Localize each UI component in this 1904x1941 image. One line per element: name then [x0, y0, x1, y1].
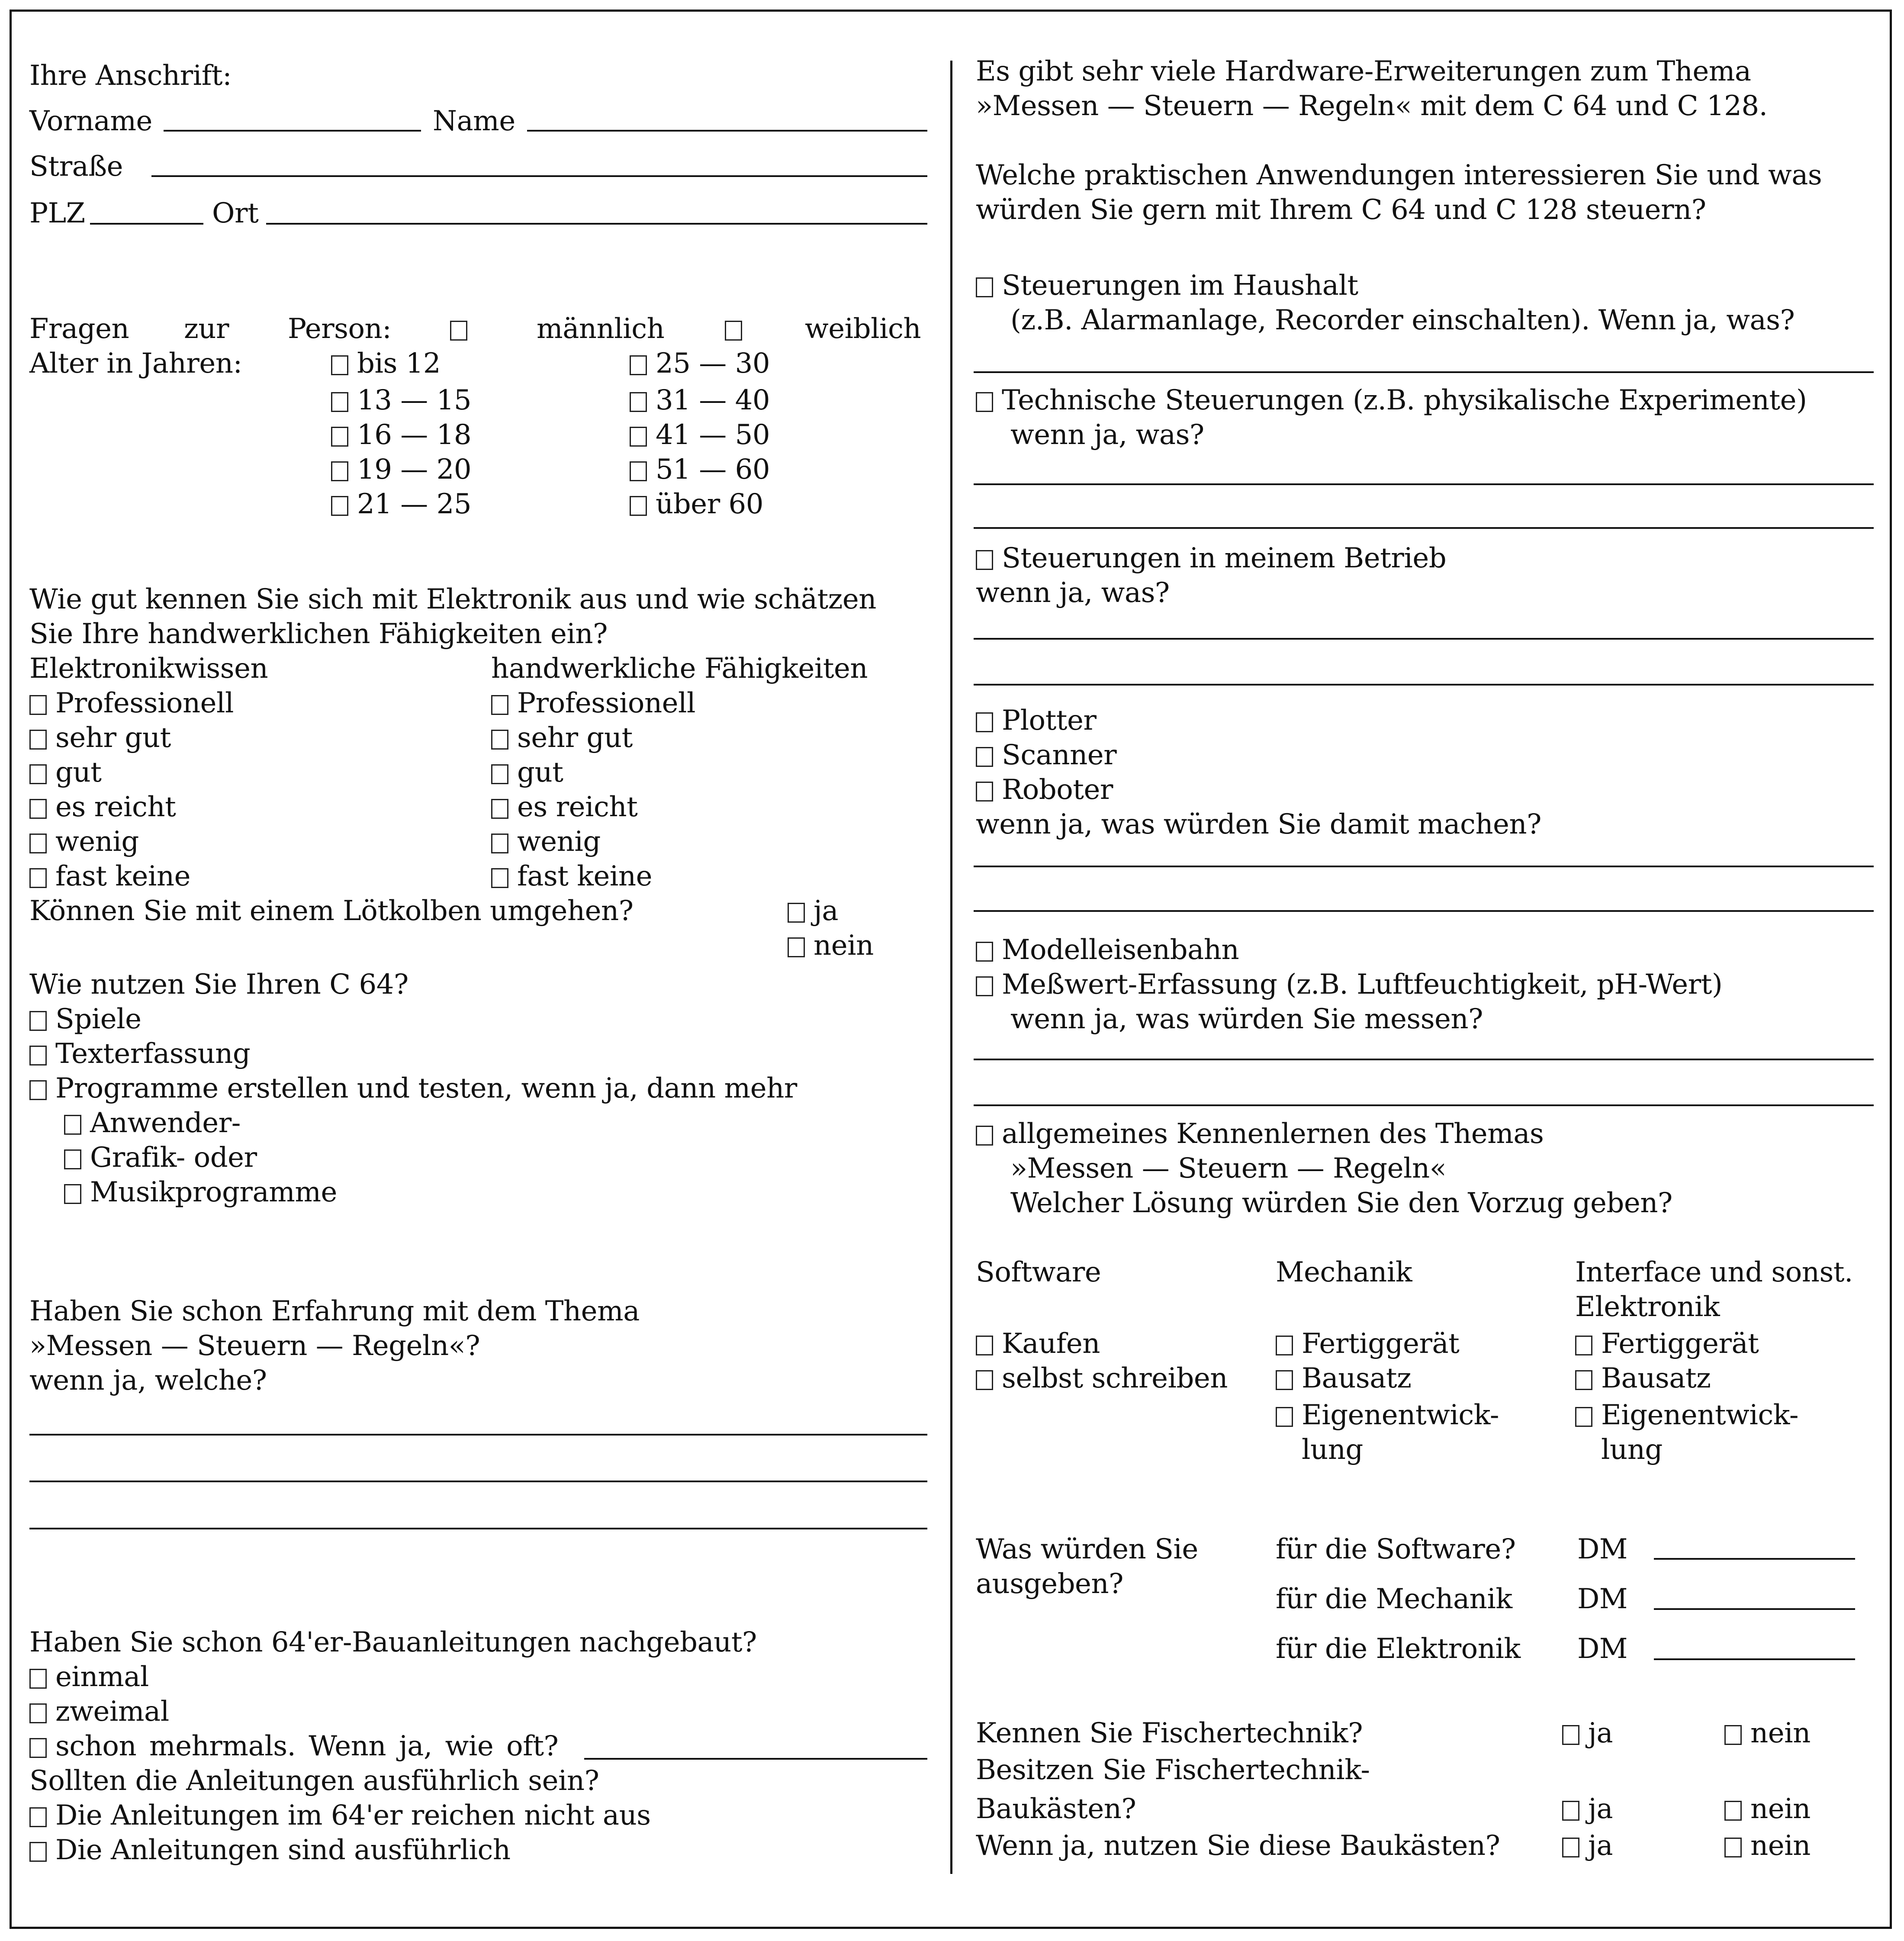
option-label: Meßwert-Erfassung (z.B. Luftfeuchtigkeit, pH-Wert)	[1002, 969, 1723, 1001]
checkbox-icon	[491, 868, 508, 888]
budget-item-electronics: für die Elektronik	[1276, 1633, 1521, 1665]
craft-heading: handwerkliche Fähigkeiten	[491, 653, 868, 685]
option-label: Programme erstellen und testen, wenn ja, dann mehr	[55, 1072, 797, 1104]
general-option[interactable]	[976, 1117, 1544, 1151]
fischertechnik-q1-yes[interactable]	[1562, 1716, 1613, 1751]
age-label: Alter in Jahren:	[29, 348, 242, 380]
checkbox-icon	[29, 1842, 47, 1862]
checkbox-icon	[450, 321, 467, 341]
person-label-2: zur	[184, 313, 229, 345]
measurement-answer-line[interactable]	[974, 1059, 1874, 1060]
option-label: schon mehrmals. Wenn ja, wie oft?	[55, 1730, 559, 1762]
age-option-label: über 60	[656, 488, 763, 520]
business-answer-line[interactable]	[974, 684, 1874, 686]
electronics-option[interactable]	[29, 790, 176, 824]
technical-answer-line[interactable]	[974, 527, 1874, 529]
builds-option[interactable]	[29, 1694, 169, 1729]
option-label: ja	[1588, 1717, 1613, 1749]
software-option[interactable]	[976, 1361, 1228, 1396]
usage-sub-option[interactable]	[64, 1140, 257, 1175]
experience-line3: wenn ja, welche?	[29, 1365, 267, 1397]
measurement-option[interactable]	[976, 967, 1722, 1002]
software-option[interactable]	[976, 1326, 1100, 1361]
option-label: sehr gut	[517, 722, 633, 754]
checkbox-icon	[1562, 1801, 1579, 1821]
budget-item-software: für die Software?	[1276, 1533, 1516, 1565]
checkbox-icon	[331, 392, 348, 412]
apps-question-line1: Welche praktischen Anwendungen interessieren Sie und was	[976, 159, 1822, 191]
checkbox-icon	[630, 496, 647, 516]
electronics-option[interactable]	[29, 686, 234, 721]
age-option[interactable]	[630, 452, 770, 487]
measurement-detail: wenn ja, was würden Sie messen?	[1010, 1003, 1483, 1035]
checkbox-icon	[64, 1149, 81, 1169]
electronics-option[interactable]	[29, 859, 190, 894]
column-divider	[950, 61, 952, 1874]
currency-label: DM	[1577, 1583, 1627, 1615]
last-name-label: Name	[433, 105, 515, 137]
experience-answer-line[interactable]	[29, 1434, 927, 1436]
age-option-label: 31 — 40	[656, 384, 770, 416]
mechanics-option[interactable]	[1276, 1326, 1459, 1361]
option-label: Modelleisenbahn	[1002, 934, 1239, 966]
age-option-label: 19 — 20	[357, 454, 472, 486]
checkbox-icon	[630, 392, 647, 412]
general-line2: »Messen — Steuern — Regeln«	[1010, 1152, 1447, 1185]
option-label: Texterfassung	[55, 1038, 251, 1070]
option-label: es reicht	[55, 791, 176, 823]
checkbox-icon	[976, 277, 993, 297]
budget-software-field[interactable]	[1654, 1558, 1855, 1560]
age-option[interactable]	[630, 418, 770, 452]
checkbox-icon	[976, 1126, 993, 1146]
usage-question: Wie nutzen Sie Ihren C 64?	[29, 969, 408, 1001]
age-option-label: 13 — 15	[357, 384, 472, 416]
checkbox-icon	[1276, 1370, 1293, 1390]
budget-mechanics-field[interactable]	[1654, 1608, 1855, 1610]
checkbox-icon	[29, 1669, 47, 1689]
device-option[interactable]	[976, 738, 1116, 773]
option-label: Eigenentwick-	[1601, 1399, 1798, 1431]
skills-question-line2: Sie Ihre handwerklichen Fähigkeiten ein?	[29, 618, 608, 650]
devices-answer-line[interactable]	[974, 910, 1874, 912]
option-label: fast keine	[55, 860, 190, 892]
checkbox-icon	[976, 782, 993, 802]
option-label: Roboter	[1002, 774, 1113, 806]
how-often-field[interactable]	[584, 1758, 927, 1760]
fischertechnik-q3-no[interactable]	[1724, 1828, 1811, 1863]
option-label: Fertiggerät	[1601, 1328, 1759, 1360]
option-label: ja	[1588, 1793, 1613, 1825]
option-label: wenig	[55, 826, 139, 858]
experience-line1: Haben Sie schon Erfahrung mit dem Thema	[29, 1295, 640, 1327]
age-option[interactable]	[630, 383, 770, 418]
age-option-label: 25 — 30	[656, 348, 770, 380]
checkbox-icon	[29, 695, 47, 715]
fischertechnik-q1: Kennen Sie Fischertechnik?	[976, 1717, 1363, 1749]
experience-line2: »Messen — Steuern — Regeln«?	[29, 1330, 480, 1362]
checkbox-icon	[976, 976, 993, 996]
checkbox-icon	[64, 1115, 81, 1135]
checkbox-icon	[976, 942, 993, 962]
last-name-field[interactable]	[527, 130, 927, 132]
option-label: gut	[517, 756, 563, 789]
interface-wrap: lung	[1601, 1434, 1663, 1466]
checkbox-icon	[1724, 1838, 1742, 1857]
option-label: nein	[1750, 1717, 1811, 1749]
experience-answer-line[interactable]	[29, 1528, 927, 1529]
age-option-label: bis 12	[357, 348, 441, 380]
fischertechnik-q2-line1: Besitzen Sie Fischertechnik-	[976, 1754, 1370, 1786]
craft-option[interactable]	[491, 721, 633, 755]
household-answer-line[interactable]	[974, 371, 1874, 373]
builds-detail-option[interactable]	[29, 1833, 511, 1867]
electronics-heading: Elektronikwissen	[29, 653, 268, 685]
interface-option[interactable]	[1575, 1326, 1759, 1361]
checkbox-icon	[29, 764, 47, 784]
builds-question: Haben Sie schon 64'er-Bauanleitungen nachgebaut?	[29, 1626, 757, 1658]
age-option-label: 21 — 25	[357, 488, 472, 520]
checkbox-icon	[29, 730, 47, 750]
city-label: Ort	[212, 197, 259, 229]
solder-yes[interactable]	[788, 894, 838, 928]
usage-option[interactable]	[29, 1036, 250, 1071]
fischertechnik-q2-no[interactable]	[1724, 1792, 1811, 1826]
option-label: Steuerungen in meinem Betrieb	[1002, 542, 1447, 574]
checkbox-icon	[29, 1807, 47, 1827]
checkbox-icon	[630, 427, 647, 447]
interface-heading-1: Interface und sonst.	[1575, 1256, 1853, 1288]
option-label: es reicht	[517, 791, 638, 823]
option-label: allgemeines Kennenlernen des Themas	[1002, 1118, 1544, 1150]
checkbox-icon	[976, 550, 993, 570]
craft-option[interactable]	[491, 824, 601, 859]
measurement-answer-line[interactable]	[974, 1104, 1874, 1106]
device-option[interactable]	[976, 773, 1113, 807]
option-label: nein	[1750, 1793, 1811, 1825]
railway-option[interactable]	[976, 933, 1239, 967]
checkbox-icon	[630, 355, 647, 375]
household-option[interactable]	[976, 268, 1358, 303]
device-option[interactable]	[976, 703, 1096, 738]
apps-question-line2: würden Sie gern mit Ihrem C 64 und C 128 steuern?	[976, 194, 1706, 226]
intro-line1: Es gibt sehr viele Hardware-Erweiterungen zum Thema	[976, 55, 1751, 87]
checkbox-icon	[64, 1184, 81, 1204]
option-label: Kaufen	[1002, 1328, 1100, 1360]
option-label: nein	[814, 930, 874, 962]
experience-answer-line[interactable]	[29, 1481, 927, 1482]
age-option-label: 51 — 60	[656, 454, 770, 486]
electronics-option[interactable]	[29, 755, 101, 790]
checkbox-icon	[788, 903, 805, 923]
age-option[interactable]	[331, 383, 471, 418]
street-label: Straße	[29, 151, 123, 183]
street-field[interactable]	[151, 175, 927, 177]
solder-question: Können Sie mit einem Lötkolben umgehen?	[29, 895, 634, 927]
option-label: Die Anleitungen im 64'er reichen nicht aus	[55, 1799, 651, 1832]
fischertechnik-q3-yes[interactable]	[1562, 1828, 1613, 1863]
electronics-option[interactable]	[29, 721, 171, 755]
mechanics-heading: Mechanik	[1276, 1256, 1412, 1288]
age-option[interactable]	[331, 418, 471, 452]
checkbox-icon	[1562, 1725, 1579, 1745]
craft-option[interactable]	[491, 686, 695, 721]
mechanics-option[interactable]	[1276, 1361, 1411, 1396]
checkbox-icon	[491, 799, 508, 819]
age-option[interactable]	[331, 487, 471, 521]
fischertechnik-q2-line2: Baukästen?	[976, 1793, 1136, 1825]
option-label: Technische Steuerungen (z.B. physikalische Experimente)	[1002, 384, 1807, 416]
checkbox-icon	[29, 799, 47, 819]
option-label: wenig	[517, 826, 601, 858]
business-answer-line[interactable]	[974, 638, 1874, 640]
budget-item-mechanics: für die Mechanik	[1276, 1583, 1512, 1615]
checkbox-icon	[491, 834, 508, 853]
option-label: zweimal	[55, 1696, 169, 1728]
checkbox-icon	[976, 392, 993, 412]
option-label: Professionell	[517, 687, 695, 719]
checkbox-icon	[491, 730, 508, 750]
currency-label: DM	[1577, 1533, 1627, 1565]
checkbox-icon	[1276, 1407, 1293, 1427]
gender-female-checkbox[interactable]	[725, 312, 751, 346]
option-label: Bausatz	[1302, 1362, 1412, 1394]
checkbox-icon	[1562, 1838, 1579, 1857]
interface-heading-2: Elektronik	[1575, 1291, 1720, 1323]
city-field[interactable]	[266, 223, 927, 225]
checkbox-icon	[1276, 1336, 1293, 1355]
option-label: fast keine	[517, 860, 652, 892]
age-option[interactable]	[331, 346, 441, 381]
age-option[interactable]	[331, 452, 471, 487]
usage-option[interactable]	[29, 1002, 142, 1036]
builds-detail-question: Sollten die Anleitungen ausführlich sein?	[29, 1765, 599, 1797]
intro-line2: »Messen — Steuern — Regeln« mit dem C 64 und C 128.	[976, 90, 1768, 122]
interface-option[interactable]	[1575, 1361, 1711, 1396]
checkbox-icon	[1575, 1336, 1592, 1355]
option-label: Eigenentwick-	[1302, 1399, 1499, 1431]
option-label: Spiele	[55, 1003, 142, 1035]
option-label: selbst schreiben	[1002, 1362, 1228, 1394]
builds-option[interactable]	[29, 1729, 558, 1764]
checkbox-icon	[491, 764, 508, 784]
checkbox-icon	[1575, 1407, 1592, 1427]
option-label: Professionell	[55, 687, 234, 719]
option-label: einmal	[55, 1661, 149, 1693]
option-label: Anwender-	[90, 1107, 241, 1139]
option-label: Bausatz	[1601, 1362, 1711, 1394]
devices-detail: wenn ja, was würden Sie damit machen?	[976, 808, 1541, 840]
general-line3: Welcher Lösung würden Sie den Vorzug geben?	[1010, 1187, 1672, 1219]
budget-electronics-field[interactable]	[1654, 1658, 1855, 1660]
usage-sub-option[interactable]	[64, 1175, 337, 1210]
checkbox-icon	[29, 868, 47, 888]
craft-option[interactable]	[491, 790, 637, 824]
software-heading: Software	[976, 1256, 1101, 1288]
checkbox-icon	[491, 695, 508, 715]
fischertechnik-q3: Wenn ja, nutzen Sie diese Baukästen?	[976, 1830, 1500, 1862]
interface-option[interactable]	[1575, 1398, 1798, 1432]
checkbox-icon	[976, 747, 993, 767]
gender-male-checkbox[interactable]	[450, 312, 476, 346]
checkbox-icon	[331, 355, 348, 375]
option-label: Grafik- oder	[90, 1142, 257, 1174]
zip-label: PLZ	[29, 197, 85, 229]
budget-label-2: ausgeben?	[976, 1568, 1123, 1600]
fischertechnik-q1-no[interactable]	[1724, 1716, 1811, 1751]
craft-option[interactable]	[491, 859, 652, 894]
option-label: ja	[1588, 1830, 1613, 1862]
checkbox-icon	[331, 427, 348, 447]
craft-option[interactable]	[491, 755, 563, 790]
age-option-label: 16 — 18	[357, 419, 472, 451]
checkbox-icon	[630, 461, 647, 481]
checkbox-icon	[1575, 1370, 1592, 1390]
checkbox-icon	[725, 321, 742, 341]
checkbox-icon	[29, 1738, 47, 1758]
zip-field[interactable]	[90, 223, 203, 225]
fischertechnik-q2-yes[interactable]	[1562, 1792, 1613, 1826]
electronics-option[interactable]	[29, 824, 139, 859]
mechanics-option[interactable]	[1276, 1398, 1499, 1432]
business-option[interactable]	[976, 541, 1446, 576]
option-label: Fertiggerät	[1302, 1328, 1460, 1360]
usage-sub-option[interactable]	[64, 1106, 241, 1140]
first-name-field[interactable]	[164, 130, 421, 132]
household-detail: (z.B. Alarmanlage, Recorder einschalten). Wenn ja, was?	[1010, 304, 1795, 336]
checkbox-icon	[29, 1011, 47, 1031]
age-option-label: 41 — 50	[656, 419, 770, 451]
gender-male-label: männlich	[537, 313, 665, 345]
checkbox-icon	[331, 461, 348, 481]
technical-detail: wenn ja, was?	[1010, 419, 1204, 451]
technical-option[interactable]	[976, 383, 1807, 418]
age-option[interactable]	[630, 487, 763, 521]
option-label: ja	[814, 895, 838, 927]
option-label: Die Anleitungen sind ausführlich	[55, 1834, 511, 1866]
builds-detail-option[interactable]	[29, 1798, 651, 1833]
solder-no[interactable]	[788, 928, 874, 963]
person-label-3: Person:	[288, 313, 392, 345]
mechanics-wrap: lung	[1302, 1434, 1363, 1466]
option-label: nein	[1750, 1830, 1811, 1862]
checkbox-icon	[29, 1703, 47, 1723]
first-name-label: Vorname	[29, 105, 152, 137]
option-label: Steuerungen im Haushalt	[1002, 270, 1358, 302]
option-label: Scanner	[1002, 739, 1117, 771]
skills-question-line1: Wie gut kennen Sie sich mit Elektronik aus und wie schätzen	[29, 583, 876, 615]
checkbox-icon	[976, 712, 993, 732]
checkbox-icon	[1724, 1725, 1742, 1745]
option-label: sehr gut	[55, 722, 171, 754]
builds-option[interactable]	[29, 1660, 149, 1694]
checkbox-icon	[976, 1370, 993, 1390]
option-label: Musikprogramme	[90, 1176, 337, 1208]
usage-option[interactable]	[29, 1071, 797, 1106]
devices-answer-line[interactable]	[974, 866, 1874, 867]
checkbox-icon	[29, 834, 47, 853]
option-label: Plotter	[1002, 705, 1097, 737]
gender-female-label: weiblich	[805, 313, 921, 345]
checkbox-icon	[29, 1046, 47, 1065]
technical-answer-line[interactable]	[974, 483, 1874, 485]
option-label: gut	[55, 756, 102, 789]
currency-label: DM	[1577, 1633, 1627, 1665]
address-heading: Ihre Anschrift:	[29, 60, 232, 92]
checkbox-icon	[976, 1336, 993, 1355]
checkbox-icon	[29, 1080, 47, 1100]
checkbox-icon	[788, 937, 805, 957]
age-option[interactable]	[630, 346, 770, 381]
checkbox-icon	[1724, 1801, 1742, 1821]
person-label-1: Fragen	[29, 313, 129, 345]
checkbox-icon	[331, 496, 348, 516]
business-detail: wenn ja, was?	[976, 577, 1170, 609]
budget-label-1: Was würden Sie	[976, 1533, 1198, 1565]
